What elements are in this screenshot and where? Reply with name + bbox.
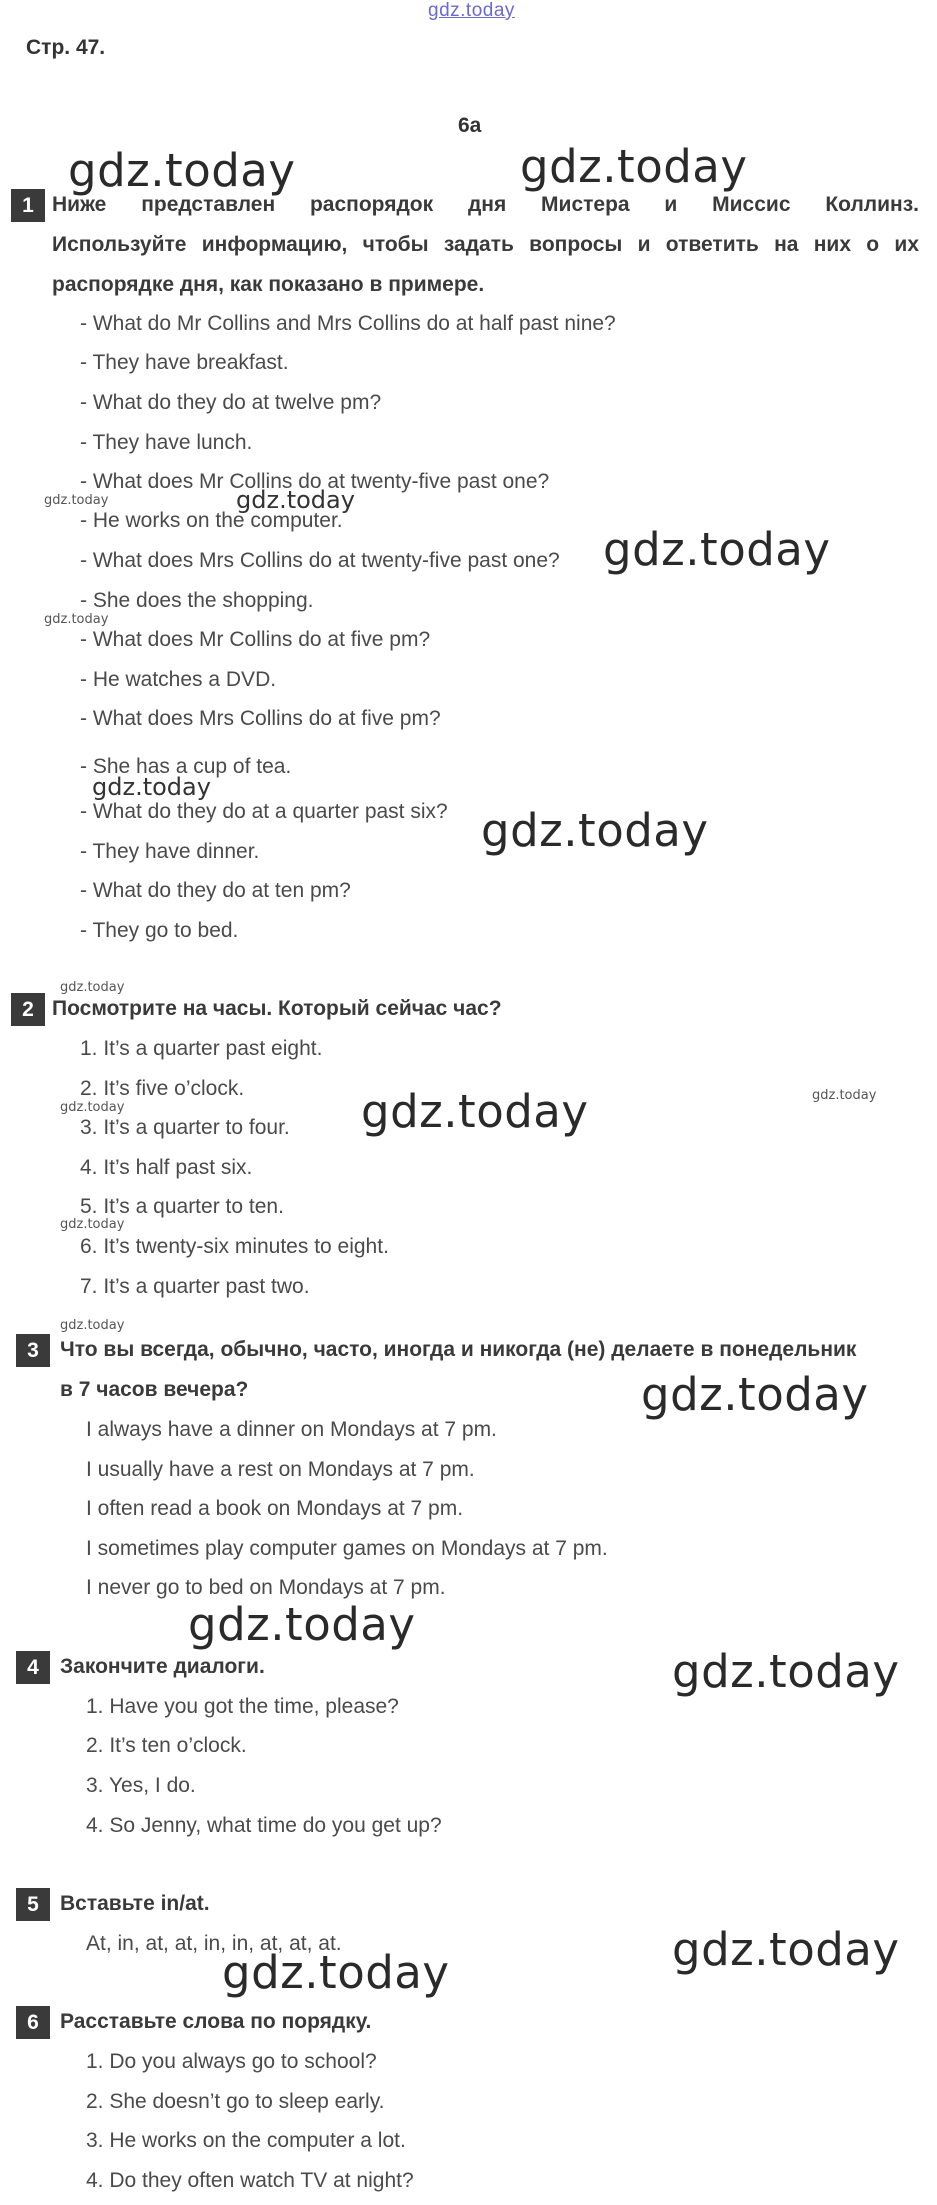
watermark: gdz.today	[60, 980, 125, 995]
watermark: gdz.today	[222, 1946, 450, 1999]
watermark: gdz.today	[672, 1645, 900, 1698]
task-number-badge: 1	[11, 189, 45, 222]
answer-line: 7. It’s a quarter past two.	[80, 1275, 310, 1298]
watermark: gdz.today	[44, 612, 109, 627]
watermark: gdz.today	[236, 486, 355, 514]
answer-line: - She does the shopping.	[80, 589, 314, 612]
watermark: gdz.today	[44, 493, 109, 508]
section-title: 6a	[458, 114, 482, 137]
watermark: gdz.today	[68, 144, 296, 197]
answer-line: I never go to bed on Mondays at 7 pm.	[86, 1576, 446, 1599]
answer-line: 2. She doesn’t go to sleep early.	[86, 2090, 385, 2113]
watermark: gdz.today	[60, 1217, 125, 1232]
answer-line: 1. Have you got the time, please?	[86, 1695, 399, 1718]
task-number-badge: 3	[16, 1334, 50, 1367]
answer-line: - They have lunch.	[80, 431, 253, 454]
answer-line: 4. It’s half past six.	[80, 1156, 253, 1179]
answer-line: At, in, at, at, in, in, at, at, at.	[86, 1932, 342, 1955]
watermark: gdz.today	[188, 1598, 416, 1651]
answer-line: 4. So Jenny, what time do you get up?	[86, 1814, 442, 1837]
page-label: Стр. 47.	[26, 36, 106, 59]
task-title: Посмотрите на часы. Который сейчас час?	[52, 997, 502, 1020]
answer-line: - What does Mrs Collins do at twenty-five past one?	[80, 549, 560, 572]
answer-line: I sometimes play computer games on Mondays at 7 pm.	[86, 1537, 608, 1560]
answer-line: 1. Do you always go to school?	[86, 2050, 377, 2073]
watermark: gdz.today	[603, 523, 831, 576]
answer-line: - What do they do at a quarter past six?	[80, 800, 448, 823]
watermark: gdz.today	[361, 1085, 589, 1138]
task-number-badge: 6	[16, 2006, 50, 2039]
answer-line: 3. Yes, I do.	[86, 1774, 196, 1797]
answer-line: 4. Do they often watch TV at night?	[86, 2169, 414, 2192]
watermark: gdz.today	[641, 1368, 869, 1421]
answer-line: - She has a cup of tea.	[80, 755, 292, 778]
answer-line: - He works on the computer.	[80, 509, 343, 532]
watermark: gdz.today	[60, 1318, 125, 1333]
answer-line: - He watches a DVD.	[80, 668, 277, 691]
task-title: в 7 часов вечера?	[60, 1378, 249, 1401]
task-title: Вставьте in/at.	[60, 1892, 210, 1915]
answer-line: I often read a book on Mondays at 7 pm.	[86, 1497, 464, 1520]
answer-line: - What does Mr Collins do at five pm?	[80, 628, 431, 651]
answer-line: - They go to bed.	[80, 919, 239, 942]
task-title: Используйте информацию, чтобы задать вопросы и ответить на них о их	[52, 233, 919, 256]
task-title: Расставьте слова по порядку.	[60, 2010, 372, 2033]
answer-line: 3. He works on the computer a lot.	[86, 2129, 406, 2152]
answer-line: - They have breakfast.	[80, 351, 289, 374]
task-number-badge: 2	[11, 993, 45, 1026]
watermark: gdz.today	[92, 773, 211, 801]
answer-line: I always have a dinner on Mondays at 7 pm.	[86, 1418, 497, 1441]
task-title: Закончите диалоги.	[60, 1655, 265, 1678]
task-title: Что вы всегда, обычно, часто, иногда и никогда (не) делаете в понедельник	[60, 1338, 857, 1361]
answer-line: - What do Mr Collins and Mrs Collins do at half past nine?	[80, 312, 616, 335]
watermark: gdz.today	[60, 1100, 125, 1115]
answer-line: - They have dinner.	[80, 840, 260, 863]
answer-line: 1. It’s a quarter past eight.	[80, 1037, 323, 1060]
answer-line: - What do they do at ten pm?	[80, 879, 351, 902]
task-number-badge: 5	[16, 1888, 50, 1921]
watermark: gdz.today	[520, 140, 748, 193]
answer-line: - What does Mr Collins do at twenty-five past one?	[80, 470, 550, 493]
answer-line: I usually have a rest on Mondays at 7 pm.	[86, 1458, 475, 1481]
answer-line: - What do they do at twelve pm?	[80, 391, 382, 414]
watermark: gdz.today	[481, 804, 709, 857]
task-title: распорядке дня, как показано в примере.	[52, 273, 485, 296]
answer-line: - What does Mrs Collins do at five pm?	[80, 707, 441, 730]
watermark: gdz.today	[812, 1088, 877, 1103]
answer-line: 5. It’s a quarter to ten.	[80, 1195, 284, 1218]
answer-line: 6. It’s twenty-six minutes to eight.	[80, 1235, 389, 1258]
answer-line: 2. It’s five o’clock.	[80, 1077, 245, 1100]
task-number-badge: 4	[16, 1651, 50, 1684]
top-watermark[interactable]: gdz.today	[428, 0, 515, 21]
answer-line: 2. It’s ten o’clock.	[86, 1734, 247, 1757]
task-title: Ниже представлен распорядок дня Мистера и Миссис Коллинз.	[52, 193, 919, 216]
answer-line: 3. It’s a quarter to four.	[80, 1116, 290, 1139]
watermark: gdz.today	[672, 1923, 900, 1976]
